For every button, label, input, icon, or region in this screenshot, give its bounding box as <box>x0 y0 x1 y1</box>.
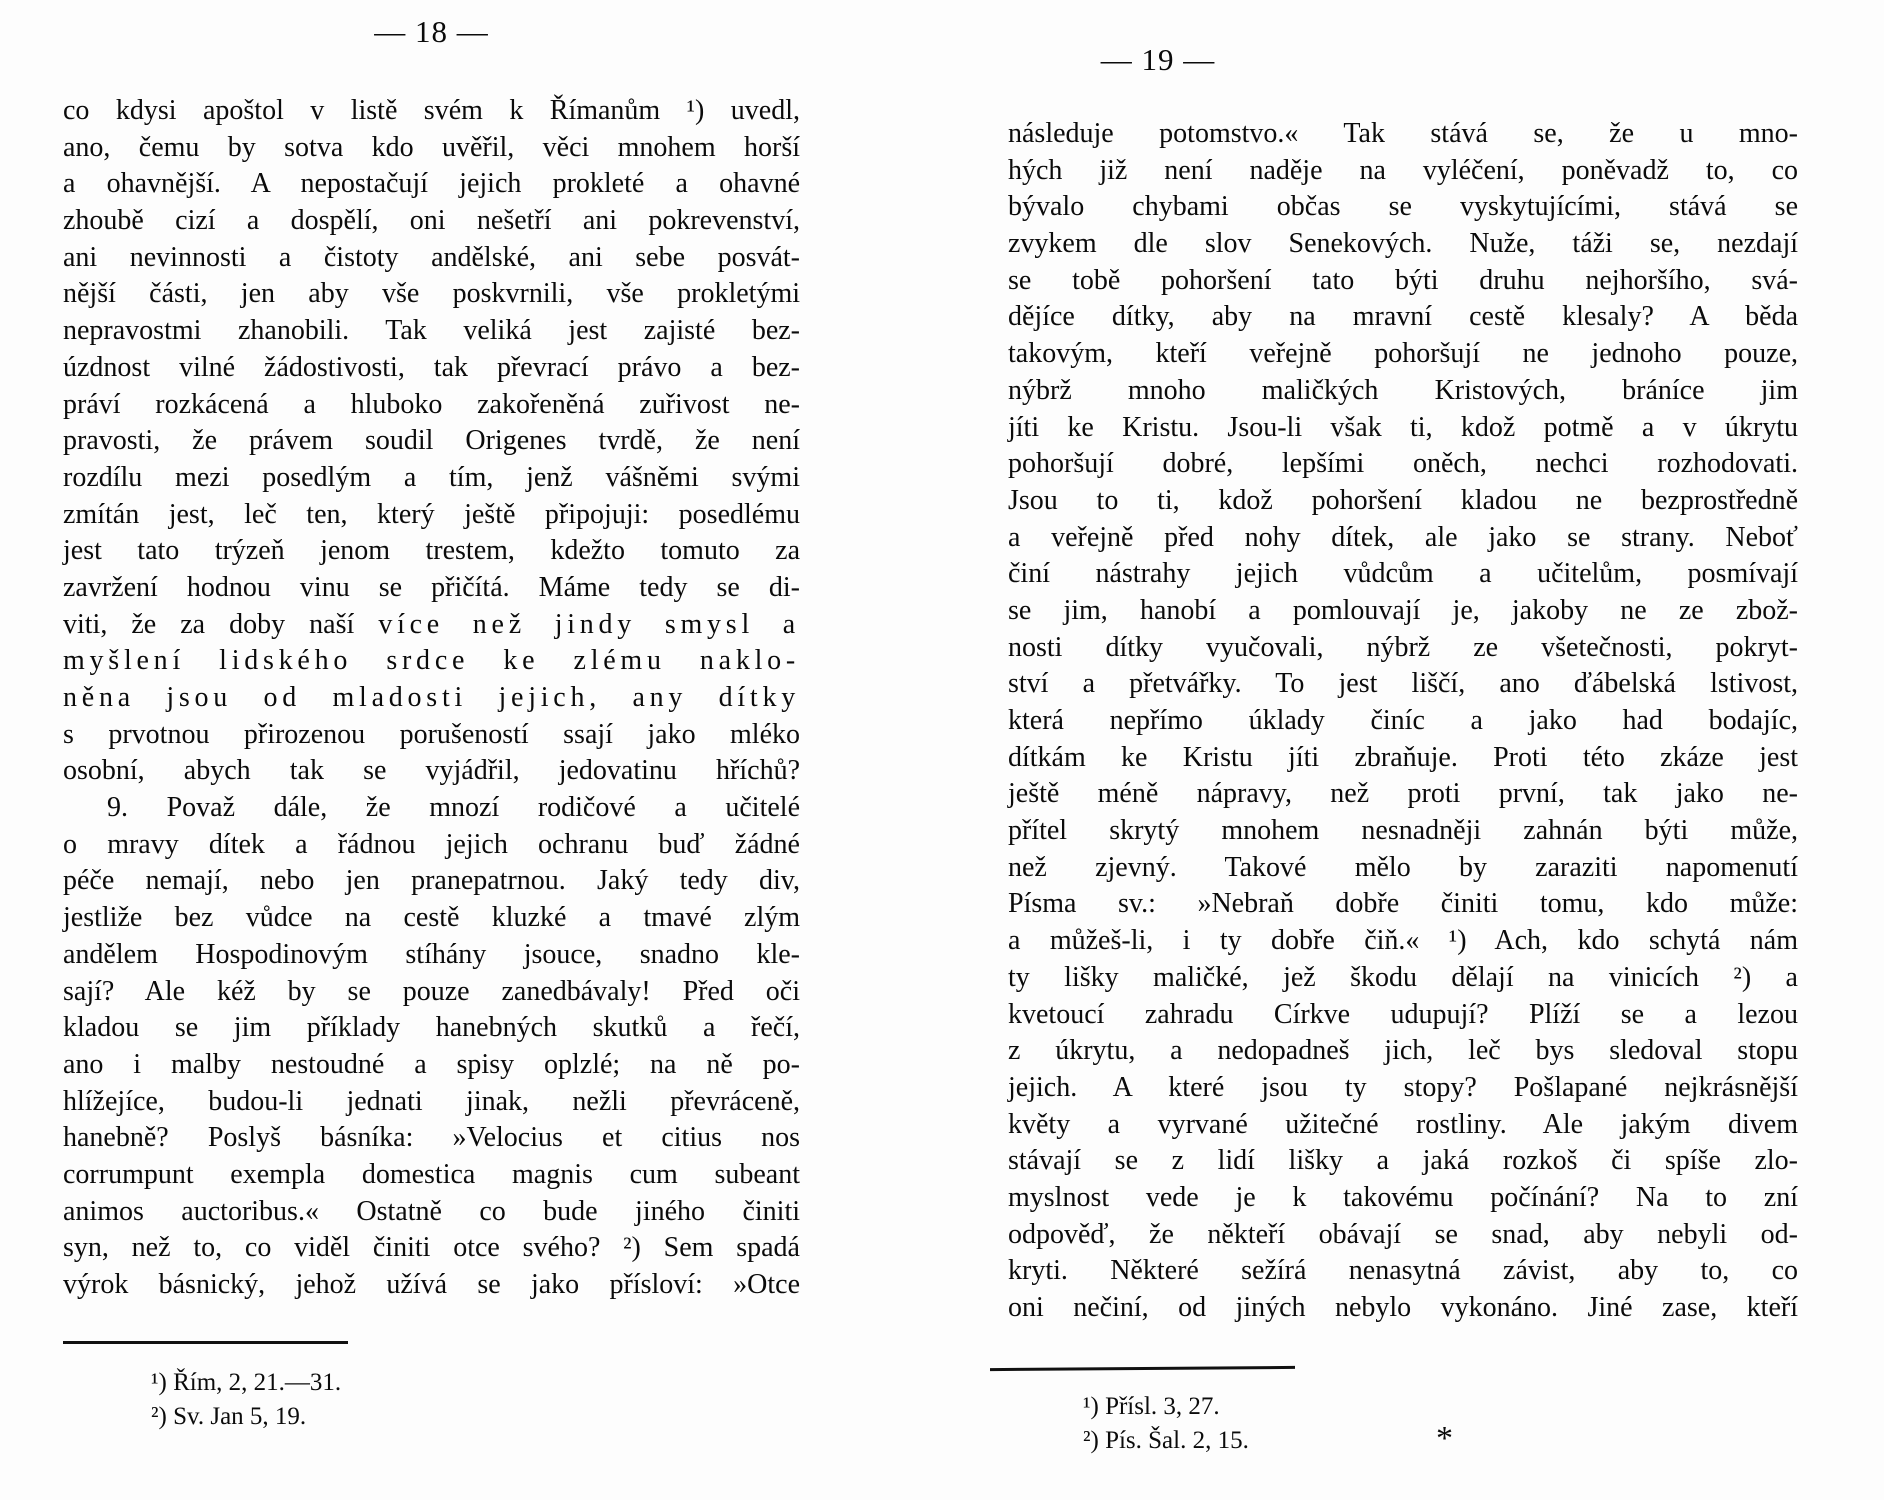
text-line: květy a vyrvané užitečné rostliny. Ale jakým divem <box>1008 1108 1798 1140</box>
text-line: zvykem dle slov Senekových. Nuže, táži se, nezdají <box>1008 228 1798 260</box>
text-line: hanebně? Poslyš básníka: »Velocius et citius nos <box>63 1122 800 1154</box>
text-line: osobní, abych tak se vyjádřil, jedovatinu hříchů? <box>63 755 800 787</box>
text-line: a můžeš-li, i ty dobře čiň.« ¹) Ach, kdo schytá nám <box>1008 925 1798 957</box>
text-line: následuje potomstvo.« Tak stává se, že u mno- <box>1008 118 1798 149</box>
text-line: jest tato trýzeň jenom trestem, kdežto tomuto za <box>63 535 800 567</box>
text-line: přítel skrytý mnohem nesnadněji zahnán býti může, <box>1008 815 1798 847</box>
text-line: nosti dítky vyučovali, nýbrž ze všetečnosti, pokryt- <box>1008 631 1798 663</box>
text-line: ještě méně nápravy, než proti první, tak jako ne- <box>1008 778 1798 810</box>
text-line: a veřejně před nohy dítek, ale jako se strany. Neboť <box>1008 521 1798 553</box>
text-line: pohoršují dobré, lepšími oněch, nechci rozhodovati. <box>1008 448 1798 480</box>
text-line: viti, že za doby naší více než jindy smysl a <box>63 608 800 640</box>
footnote-rule <box>63 1341 348 1344</box>
text-line: corrumpunt exempla domestica magnis cum subeant <box>63 1158 800 1190</box>
page-18 <box>63 0 800 1500</box>
text-line: hlížejíce, budou-li jednati jinak, nežli převráceně, <box>63 1085 800 1117</box>
text-line: sají? Ale kéž by se pouze zanedbávaly! Před oči <box>63 975 800 1007</box>
text-line: jejich. A které jsou ty stopy? Pošlapané nejkrásnější <box>1008 1071 1798 1103</box>
text-line: nější části, jen aby vše poskvrnili, vše prokletými <box>63 278 800 310</box>
text-line: co kdysi apoštol v listě svém k Římanům ¹) uvedl, <box>63 95 800 126</box>
page-19 <box>1008 0 1798 1500</box>
text-line: o mravy dítek a řádnou jejich ochranu buď žádné <box>63 828 800 860</box>
page-19-footnotes <box>1008 1390 1798 1458</box>
page-18-body <box>63 93 800 1304</box>
text-line: ty lišky maličké, jež škodu dělají na vinicích ²) a <box>1008 961 1798 993</box>
text-line: zmítán jest, leč ten, který ještě připojuji: posedlému <box>63 498 800 530</box>
text-line: která nepřímo úklady činíc a jako had bodajíc, <box>1008 705 1798 736</box>
text-line: pravosti, že právem soudil Origenes tvrdě, že není <box>63 425 800 457</box>
text-line: jíti ke Kristu. Jsou-li však ti, kdož potmě a v úkrytu <box>1008 411 1798 443</box>
text-line: andělem Hospodinovým stíhány jsouce, snadno kle- <box>63 938 800 970</box>
text-line: kvetoucí zahradu Církve udupují? Plíží se a lezou <box>1008 998 1798 1030</box>
footnote: ¹) Přísl. 3, 27. <box>1083 1393 1220 1420</box>
text-line: činí nástrahy jejich vůdcům a učitelům, posmívají <box>1008 558 1798 590</box>
page-18-footnotes <box>63 1366 800 1434</box>
text-line: kryti. Některé sežírá nenasytná závist, aby to, co <box>1008 1255 1798 1287</box>
text-line: Jsou to ti, kdož pohoršení kladou ne bezprostředně <box>1008 484 1798 516</box>
text-line: rozdílu mezi posedlým a tím, jenž vášněmi svými <box>63 461 800 493</box>
text-line: stávají se z lidí lišky a jaká rozkoš či spíše zlo- <box>1008 1145 1798 1177</box>
text-line: oni nečiní, od jiných nebylo vykonáno. Jiné zase, kteří <box>1008 1292 1798 1323</box>
text-line: úzdnost vilné žádostivosti, tak převrací právo a bez- <box>63 351 800 383</box>
text-line: dějíce dítky, aby na mravní cestě klesaly? A běda <box>1008 301 1798 333</box>
text-line: 9. Považ dále, že mnozí rodičové a učitelé <box>107 792 800 824</box>
page-number-19: — 19 — <box>1100 42 1216 77</box>
footnote: ¹) Řím, 2, 21.—31. <box>151 1369 342 1396</box>
text-line: ano i malby nestoudné a spisy oplzlé; na ně po- <box>63 1048 800 1080</box>
text-line: Písma sv.: »Nebraň dobře činiti tomu, kdo může: <box>1008 888 1798 920</box>
text-line: bývalo chybami občas se vyskytujícími, stává se <box>1008 191 1798 223</box>
text-line: odpověď, že někteří obávají se snad, aby nebyli od- <box>1008 1218 1798 1250</box>
text-line: než zjevný. Takové mělo by zaraziti napomenutí <box>1008 851 1798 883</box>
text-line: takovým, kteří veřejně pohoršují ne jednoho pouze, <box>1008 338 1798 370</box>
text-line: něna jsou od mladosti jejich, any dítky <box>63 682 800 713</box>
text-line: zavržení hodnou vinu se přičítá. Máme tedy se di- <box>63 571 800 603</box>
text-line: práví rozkácená a hluboko zakořeněná zuřivost ne- <box>63 388 800 420</box>
text-line: ano, čemu by sotva kdo uvěřil, věci mnohem horší <box>63 131 800 163</box>
footnote-rule <box>990 1366 1295 1371</box>
text-line: syn, než to, co viděl činiti otce svého? ²) Sem spadá <box>63 1232 800 1264</box>
text-line: výrok básnický, jehož užívá se jako přísloví: »Otce <box>63 1269 800 1300</box>
text-line: nepravostmi zhanobili. Tak veliká jest zajisté bez- <box>63 315 800 347</box>
text-line: myslnost vede je k takovému počínání? Na to zní <box>1008 1181 1798 1213</box>
text-line: péče nemají, nebo jen pranepatrnou. Jaký tedy div, <box>63 865 800 897</box>
text-line: se tobě pohoršení tato býti druhu nejhoršího, svá- <box>1008 264 1798 296</box>
signature-asterisk: * <box>1436 1420 1453 1457</box>
footnote: ²) Sv. Jan 5, 19. <box>151 1403 307 1430</box>
text-line: a ohavnější. A nepostačují jejich prokleté a ohavné <box>63 168 800 200</box>
text-line: ani nevinnosti a čistoty andělské, ani sebe posvát- <box>63 241 800 273</box>
text-line: hých již není naděje na vyléčení, poněvadž to, co <box>1008 154 1798 186</box>
text-line: s prvotnou přirozenou porušeností ssají jako mléko <box>63 718 800 750</box>
text-line: zhoubě cizí a dospělí, oni nešetří ani pokrevenství, <box>63 205 800 237</box>
page-number-18: — 18 — <box>374 14 489 49</box>
text-line: kladou se jim příklady hanebných skutků a řečí, <box>63 1012 800 1044</box>
footnote: ²) Pís. Šal. 2, 15. <box>1083 1427 1249 1454</box>
text-line: dítkám ke Kristu jíti zbraňuje. Proti této zkáze jest <box>1008 741 1798 773</box>
text-line: ství a přetvářky. To jest liščí, ano ďábelská lstivost, <box>1008 668 1798 700</box>
page-19-body <box>1008 116 1798 1327</box>
text-line: nýbrž mnoho maličkých Kristových, bráníce jim <box>1008 374 1798 406</box>
text-line: jestliže bez vůdce na cestě kluzké a tmavé zlým <box>63 902 800 934</box>
text-line: animos auctoribus.« Ostatně co bude jiného činiti <box>63 1195 800 1227</box>
text-line: se jim, hanobí a pomlouvají je, jakoby ne ze zbož- <box>1008 594 1798 626</box>
text-line: myšlení lidského srdce ke zlému naklo- <box>63 645 800 677</box>
text-line: z úkrytu, a nedopadneš jich, leč bys sledoval stopu <box>1008 1035 1798 1067</box>
